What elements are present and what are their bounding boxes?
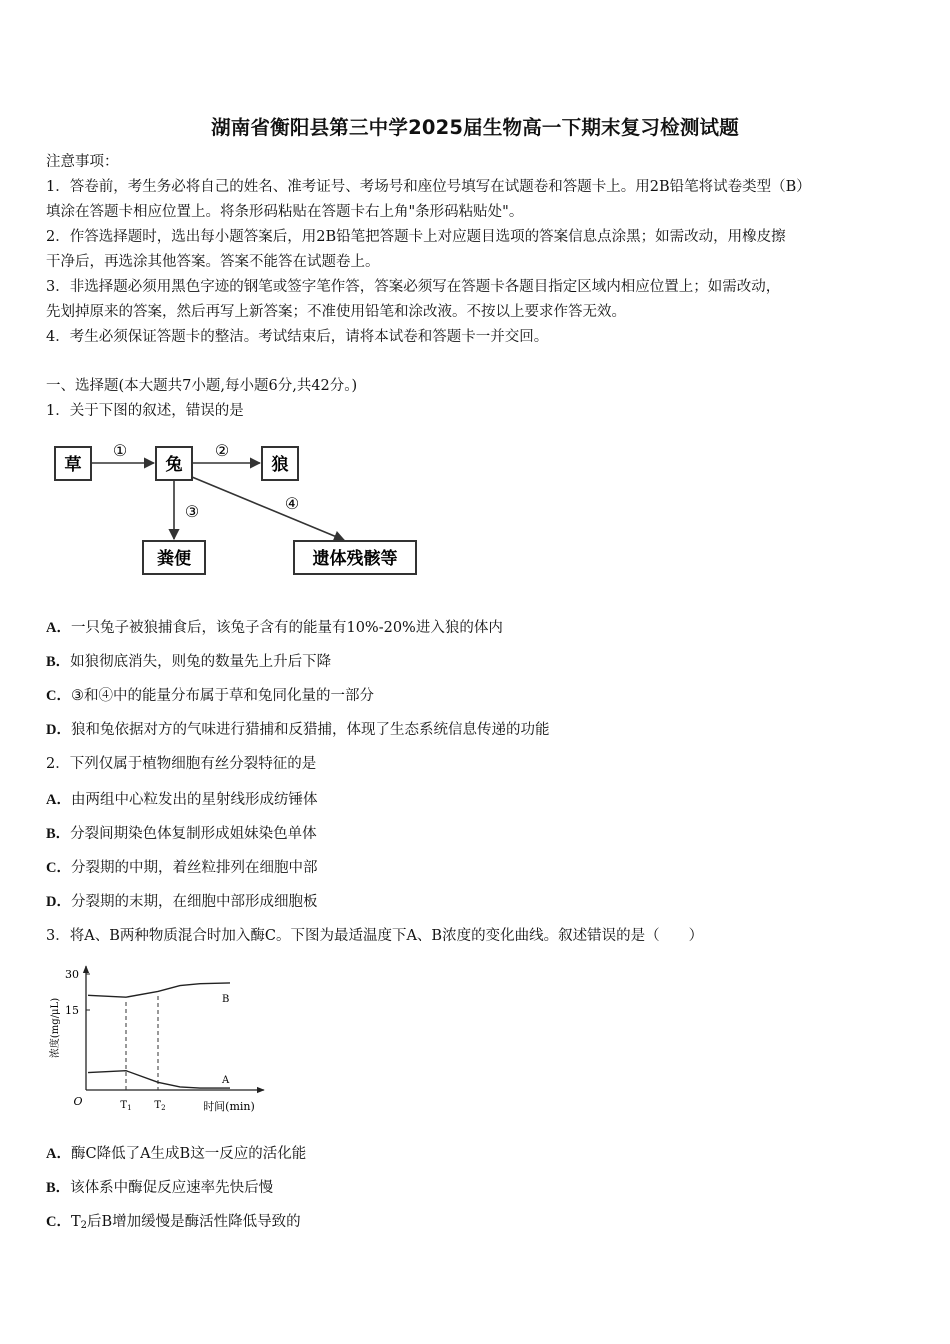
x-tick-t1-main: T [120, 1100, 128, 1111]
arrow-4-label: ④ [284, 494, 300, 513]
x-tick-t2-sub: 2 [161, 1104, 166, 1112]
option-text: 如狼彻底消失，则兔的数量先上升后下降 [70, 654, 332, 670]
option-text-pre: T [70, 1214, 81, 1230]
notice-line: 先划掉原来的答案，然后再写上新答案；不准使用铅笔和涂改液。不按以上要求作答无效。 [46, 304, 626, 320]
q2-option-b [46, 824, 317, 844]
arrow-1-label: ① [112, 441, 128, 460]
q1-option-a [46, 618, 503, 638]
option-label: A． [46, 1146, 71, 1162]
node-remains-label: 遗体残骸等 [312, 549, 398, 569]
q3-option-a [46, 1144, 306, 1164]
option-text-sub: 2 [80, 1220, 88, 1231]
notice-line: 干净后，再选涂其他答案。答案不能答在试题卷上。 [46, 254, 380, 270]
energy-flow-diagram [46, 433, 426, 583]
option-text: 分裂期的中期，着丝粒排列在细胞中部 [70, 860, 318, 876]
question-stem: 3．将A、B两种物质混合时加入酶C。下图为最适温度下A、B浓度的变化曲线。叙述错误的是（ ） [46, 928, 704, 944]
option-label: B． [46, 654, 71, 670]
notice-line: 4．考生必须保证答题卡的整洁。考试结束后，请将本试卷和答题卡一并交回。 [46, 329, 549, 345]
x-tick-t1-sub: 1 [127, 1104, 132, 1112]
q3-option-b [46, 1178, 273, 1198]
concentration-chart [40, 962, 280, 1122]
notice-line: 2．作答选择题时，选出每小题答案后，用2B铅笔把答题卡上对应题目选项的答案信息点涂黑；如需改动，用橡皮擦 [46, 229, 786, 245]
y-tick-label-30: 30 [65, 968, 79, 981]
q2-option-c [46, 858, 317, 878]
y-tick-label-15: 15 [65, 1004, 79, 1017]
q2-option-a [46, 790, 317, 810]
node-grass-label: 草 [64, 455, 82, 475]
option-text-post: 后B增加缓慢是酶活性降低导致的 [87, 1214, 301, 1230]
option-label: D． [46, 894, 71, 910]
option-label: D． [46, 722, 71, 738]
option-label: B． [46, 1180, 71, 1196]
option-text: ③和④中的能量分布属于草和兔同化量的一部分 [70, 688, 374, 704]
node-wolf-label: 狼 [271, 455, 289, 475]
option-text: 一只兔子被狼捕食后，该兔子含有的能量有10%-20%进入狼的体内 [70, 620, 503, 636]
q2-option-d [46, 892, 317, 912]
series-line-a [88, 1071, 230, 1088]
question-stem: 1．关于下图的叙述，错误的是 [46, 403, 244, 419]
option-label: B． [46, 826, 71, 842]
option-text: 酶C降低了A生成B这一反应的活化能 [70, 1146, 307, 1162]
y-axis-label: 浓度(mg/μL) [50, 997, 61, 1059]
x-tick-label-t1 [120, 1100, 131, 1112]
arrow-4 [192, 477, 344, 540]
series-line-b [88, 983, 230, 997]
question-stem: 2．下列仅属于植物细胞有丝分裂特征的是 [46, 756, 317, 772]
option-text: 该体系中酶促反应速率先快后慢 [70, 1180, 274, 1196]
x-tick-label-t2 [154, 1100, 165, 1112]
x-axis-label: 时间(min) [203, 1100, 255, 1113]
series-b-label: B [222, 994, 230, 1005]
option-label: C． [46, 688, 71, 704]
notice-line: 填涂在答题卡相应位置上。将条形码粘贴在答题卡右上角"条形码粘贴处"。 [46, 204, 524, 220]
series-a-label: A [222, 1075, 230, 1086]
q1-option-d [46, 720, 549, 740]
notice-line: 3．非选择题必须用黑色字迹的钢笔或签字笔作答，答案必须写在答题卡各题目指定区域内相应位置上；如需改动， [46, 279, 781, 295]
notice-heading: 注意事项： [46, 154, 119, 170]
option-text: 分裂期的末期，在细胞中部形成细胞板 [70, 894, 318, 910]
option-label: A． [46, 792, 71, 808]
option-text: 狼和兔依据对方的气味进行猎捕和反猎捕，体现了生态系统信息传递的功能 [70, 722, 550, 738]
q1-option-c [46, 686, 374, 706]
node-feces [143, 541, 205, 574]
q3-option-c [46, 1212, 301, 1236]
section-heading: 一、选择题(本大题共7小题,每小题6分,共42分。) [46, 378, 358, 394]
origin-label: O [73, 1095, 83, 1108]
notice-line: 1．答卷前，考生务必将自己的姓名、准考证号、考场号和座位号填写在试题卷和答题卡上。用2B铅笔将试卷类型（B） [46, 179, 811, 195]
option-label: C． [46, 1214, 71, 1230]
node-remains [294, 541, 416, 574]
node-rabbit [156, 447, 192, 480]
option-label: C． [46, 860, 71, 876]
q1-option-b [46, 652, 331, 672]
node-grass [55, 447, 91, 480]
option-text: 由两组中心粒发出的星射线形成纺锤体 [70, 792, 318, 808]
node-wolf [262, 447, 298, 480]
page-title: 湖南省衡阳县第三中学2025届生物高一下期末复习检测试题 [211, 116, 739, 139]
arrow-3-label: ③ [184, 502, 200, 521]
option-label: A． [46, 620, 71, 636]
option-text: 分裂间期染色体复制形成姐妹染色单体 [70, 826, 317, 842]
x-tick-t2-main: T [154, 1100, 162, 1111]
node-feces-label: 粪便 [157, 549, 191, 569]
node-rabbit-label: 兔 [165, 455, 183, 475]
arrow-2-label: ② [214, 441, 230, 460]
